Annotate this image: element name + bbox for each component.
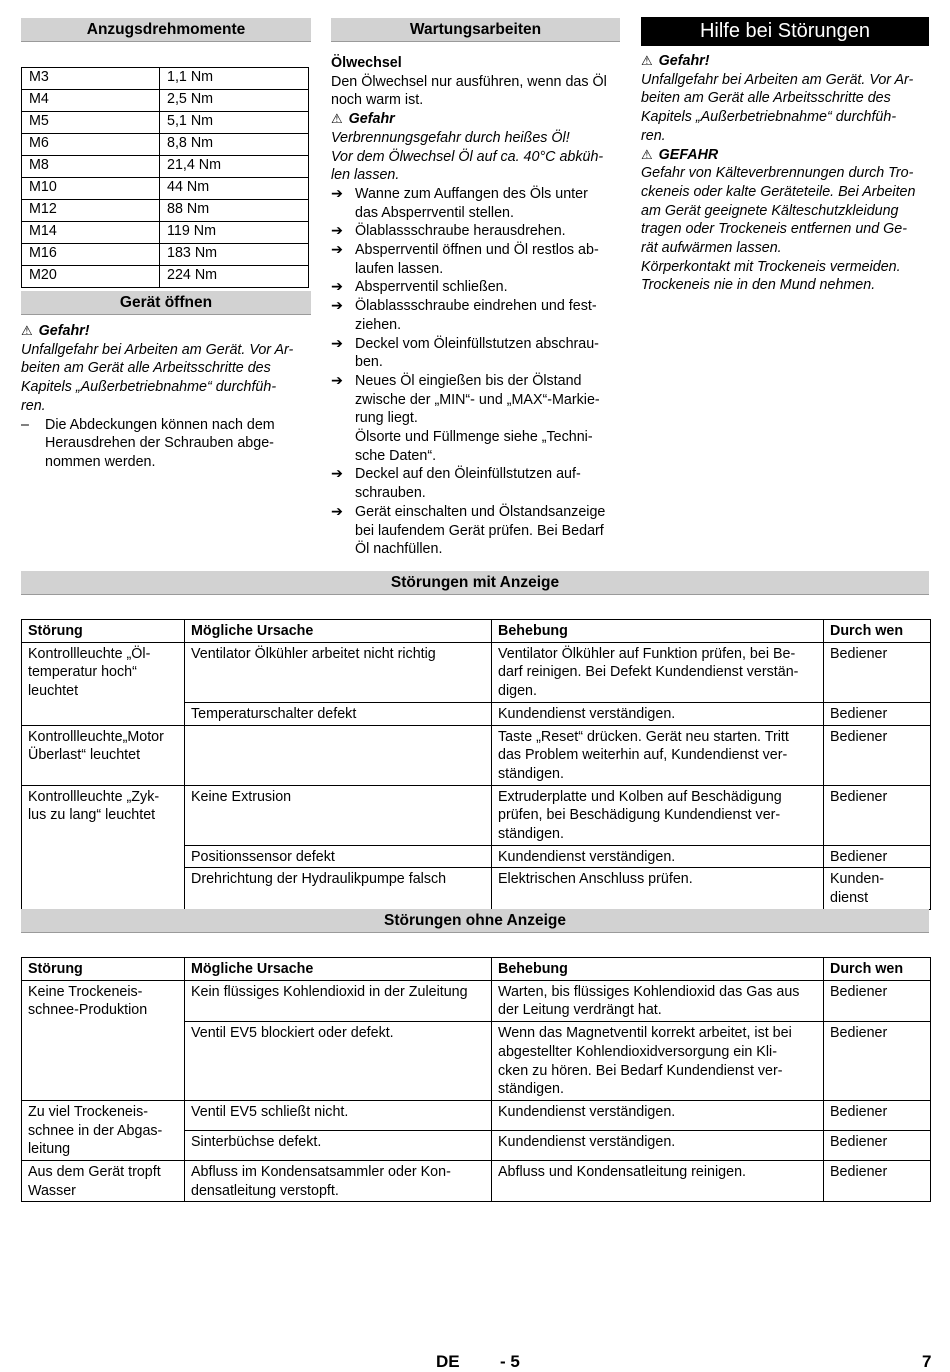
fix-cell [492, 845, 824, 868]
text-line: Neues Öl eingießen bis der Ölstand [355, 372, 582, 389]
col-fault-header: Störung [22, 620, 185, 643]
fix-cell [492, 868, 824, 909]
table-row [22, 1161, 931, 1202]
who-cell [824, 642, 931, 702]
text-line: ständigen. [498, 826, 564, 843]
cause-cell [185, 725, 492, 785]
cause-cell [185, 785, 492, 845]
help-section [641, 52, 933, 295]
text-line: Temperaturschalter defekt [191, 705, 357, 722]
warning-text [641, 71, 933, 146]
fix-cell [492, 725, 824, 785]
who-cell [824, 725, 931, 785]
text-line: schnee-Produktion [28, 1002, 148, 1019]
text-line: Aus dem Gerät tropft [28, 1164, 161, 1181]
thread-size: M8 [22, 156, 160, 178]
text-line: das Absperrventil stellen. [355, 204, 514, 221]
torque-value: 44 Nm [160, 178, 309, 200]
text-line: leitung [28, 1141, 71, 1158]
text-line: bei laufendem Gerät prüfen. Bei Bedarf [355, 522, 604, 539]
torque-value: 5,1 Nm [160, 112, 309, 134]
text-line: temperatur hoch“ [28, 664, 137, 681]
who-cell [824, 1130, 931, 1160]
torque-table [21, 67, 309, 288]
col-cause-header: Mögliche Ursache [185, 620, 492, 643]
warning-triangle-icon: ⚠ [641, 146, 653, 162]
text-line: Keine Trockeneis- [28, 983, 143, 1000]
table-row [22, 980, 931, 1021]
who-cell [824, 868, 931, 909]
torque-row [22, 244, 309, 266]
fix-cell [492, 702, 824, 725]
text-line: Wasser [28, 1182, 76, 1199]
thread-size: M16 [22, 244, 160, 266]
text-line: Kontrollleuchte„Motor [28, 728, 164, 745]
text-line: Ölablassschraube eindrehen und fest- [355, 298, 597, 315]
warning-triangle-icon: ⚠ [21, 323, 33, 338]
fix-cell [492, 1100, 824, 1130]
text-line: Kundendienst verständigen. [498, 1133, 676, 1150]
arrow-icon: ➔ [331, 335, 343, 352]
text-line: rung liegt. [355, 410, 418, 427]
text-line: Bediener [830, 645, 888, 662]
text-line: Deckel vom Öleinfüllstutzen abschrau- [355, 335, 599, 352]
table-row [22, 725, 931, 785]
text-line: zwische der „MIN“- und „MAX“-Markie- [355, 391, 600, 408]
text-line: tragen oder Trockeneis entfernen und Ge- [641, 221, 907, 238]
text-line: Kundendienst verständigen. [498, 1103, 676, 1120]
col-who-header: Durch wen [824, 620, 931, 643]
warning-title: GEFAHR [658, 146, 719, 163]
torque-value: 2,5 Nm [160, 90, 309, 112]
maint-intro [331, 73, 623, 110]
arrow-icon: ➔ [331, 466, 343, 483]
col-fix-header: Behebung [492, 620, 824, 643]
text-line: Verbrennungsgefahr durch heißes Öl! [331, 129, 570, 146]
step-text [355, 297, 597, 334]
thread-size: M12 [22, 200, 160, 222]
torque-value: 88 Nm [160, 200, 309, 222]
arrow-icon: ➔ [331, 185, 343, 202]
table-row [22, 785, 931, 845]
text-line: Absperrventil öffnen und Öl restlos ab- [355, 242, 599, 259]
torque-value: 1,1 Nm [160, 68, 309, 90]
fault-cell [22, 642, 185, 725]
thread-size: M5 [22, 112, 160, 134]
arrow-icon: ➔ [331, 279, 343, 296]
torque-heading: Anzugsdrehmomente [21, 18, 311, 42]
text-line: Überlast“ leuchtet [28, 747, 141, 764]
arrow-icon: ➔ [331, 242, 343, 259]
open-section [21, 322, 313, 472]
cause-cell [185, 1130, 492, 1160]
text-line: Herausdrehen der Schrauben abge- [45, 435, 274, 452]
text-line: Den Ölwechsel nur ausführen, wenn das Öl [331, 73, 607, 90]
text-line: Drehrichtung der Hydraulikpumpe falsch [191, 871, 447, 888]
warning-text [641, 164, 933, 295]
text-line: rät aufwärmen lassen. [641, 240, 782, 257]
thread-size: M14 [22, 222, 160, 244]
torque-row [22, 90, 309, 112]
fault-cell [22, 725, 185, 785]
open-heading: Gerät öffnen [21, 291, 311, 315]
cause-cell [185, 642, 492, 702]
maint-section [331, 54, 623, 559]
cause-cell [185, 702, 492, 725]
col-cause-header: Mögliche Ursache [185, 958, 492, 981]
step-text [355, 222, 566, 241]
fault-cell [22, 980, 185, 1100]
text-line: Körperkontakt mit Trockeneis vermeiden. [641, 258, 901, 275]
text-line: beiten am Gerät alle Arbeitsschritte des [641, 90, 891, 107]
step-item [331, 465, 623, 502]
text-line: Abfluss und Kondensatleitung reinigen. [498, 1164, 746, 1181]
text-line: Wenn das Magnetventil korrekt arbeitet, ist bei [498, 1025, 792, 1042]
text-line: Keine Extrusion [191, 788, 292, 805]
step-text [355, 185, 588, 222]
dash-bullet: – [21, 416, 29, 433]
text-line: Kundendienst verständigen. [498, 705, 676, 722]
table-row [22, 1100, 931, 1130]
torque-row [22, 222, 309, 244]
text-line: ren. [21, 397, 46, 414]
torque-row [22, 112, 309, 134]
text-line: Bediener [830, 1164, 888, 1181]
text-line: Kundendienst verständigen. [498, 848, 676, 865]
fix-cell [492, 785, 824, 845]
cause-cell [185, 980, 492, 1021]
text-line: Bediener [830, 1025, 888, 1042]
torque-value: 224 Nm [160, 266, 309, 288]
text-line: Unfallgefahr bei Arbeiten am Gerät. Vor Ar- [21, 341, 294, 358]
faults-without-heading: Störungen ohne Anzeige [21, 909, 929, 933]
text-line: darf reinigen. Bei Defekt Kundendienst verstän- [498, 664, 799, 681]
arrow-icon: ➔ [331, 298, 343, 315]
torque-row [22, 200, 309, 222]
text-line: Ölsorte und Füllmenge siehe „Techni- [355, 429, 593, 446]
text-line: Kunden- [830, 871, 885, 888]
thread-size: M20 [22, 266, 160, 288]
faults-without-table [21, 957, 931, 1202]
text-line: Sinterbüchse defekt. [191, 1133, 322, 1150]
torque-row [22, 156, 309, 178]
text-line: Elektrischen Anschluss prüfen. [498, 871, 693, 888]
text-line: leuchtet [28, 683, 79, 700]
text-line: Kapitels „Außerbetriebnahme“ durchfüh- [21, 379, 277, 396]
text-line: ren. [641, 127, 666, 144]
text-line: nommen werden. [45, 453, 156, 470]
text-line: Absperrventil schließen. [355, 279, 508, 296]
who-cell [824, 1022, 931, 1101]
step-item [331, 372, 623, 466]
text-line: Unfallgefahr bei Arbeiten am Gerät. Vor Ar- [641, 71, 914, 88]
text-line: ständigen. [498, 1081, 564, 1098]
list-item [21, 416, 313, 472]
text-line: Positionssensor defekt [191, 848, 335, 865]
arrow-icon: ➔ [331, 503, 343, 520]
who-cell [824, 1161, 931, 1202]
text-line: Zu viel Trockeneis- [28, 1103, 148, 1120]
step-text [355, 278, 508, 297]
step-text [355, 503, 605, 559]
thread-size: M10 [22, 178, 160, 200]
text-line: sche Daten“. [355, 447, 437, 464]
fix-cell [492, 980, 824, 1021]
text-line: Öl nachfüllen. [355, 541, 443, 558]
text-line: Ventilator Ölkühler auf Funktion prüfen, bei Be- [498, 645, 796, 662]
fix-cell [492, 642, 824, 702]
cause-cell [185, 868, 492, 909]
text-line: schrauben. [355, 485, 426, 502]
step-item [331, 278, 623, 297]
col-fix-header: Behebung [492, 958, 824, 981]
step-item [331, 503, 623, 559]
text-line: Warten, bis flüssiges Kohlendioxid das Gas aus [498, 983, 800, 1000]
text-line: Taste „Reset“ drücken. Gerät neu starten. Tritt [498, 728, 789, 745]
arrow-icon: ➔ [331, 372, 343, 389]
step-item [331, 222, 623, 241]
text-line: Kontrollleuchte „Öl- [28, 645, 151, 662]
list-item-text [45, 416, 275, 472]
text-line: Ventilator Ölkühler arbeitet nicht richtig [191, 645, 436, 662]
warning-text [21, 341, 313, 416]
text-line: Bediener [830, 1133, 888, 1150]
text-line: beiten am Gerät alle Arbeitsschritte des [21, 360, 271, 377]
text-line: am Gerät geeignete Kälteschutzkleidung [641, 202, 899, 219]
text-line: ben. [355, 354, 383, 371]
text-line: Die Abdeckungen können nach dem [45, 416, 275, 433]
warning-triangle-icon: ⚠ [331, 111, 343, 127]
warning-text [331, 129, 623, 185]
fault-cell [22, 1100, 185, 1160]
torque-value: 8,8 Nm [160, 134, 309, 156]
text-line: lus zu lang“ leuchtet [28, 807, 156, 824]
warning-title: Gefahr! [38, 323, 90, 339]
text-line: Bediener [830, 983, 888, 1000]
text-line: Kapitels „Außerbetriebnahme“ durchfüh- [641, 109, 897, 126]
help-heading: Hilfe bei Störungen [641, 17, 929, 46]
text-line: ckeneis oder kalte Geräteteile. Bei Arbeiten [641, 183, 916, 200]
text-line: Bediener [830, 848, 888, 865]
text-line: laufen lassen. [355, 260, 444, 277]
oil-change-heading: Ölwechsel [331, 55, 402, 71]
faults-with-heading: Störungen mit Anzeige [21, 571, 929, 595]
text-line: densatleitung verstopft. [191, 1182, 339, 1199]
fix-cell [492, 1161, 824, 1202]
step-item [331, 335, 623, 372]
text-line: Bediener [830, 788, 888, 805]
footer-page-number: 7 [922, 1352, 932, 1371]
arrow-icon: ➔ [331, 223, 343, 240]
text-line: Wanne zum Auffangen des Öls unter [355, 185, 588, 202]
fix-cell [492, 1022, 824, 1101]
text-line: Bediener [830, 705, 888, 722]
who-cell [824, 702, 931, 725]
text-line: digen. [498, 683, 537, 700]
cause-cell [185, 1161, 492, 1202]
cause-cell [185, 1022, 492, 1101]
text-line: Trockeneis nie in den Mund nehmen. [641, 277, 876, 294]
step-item [331, 241, 623, 278]
text-line: Kein flüssiges Kohlendioxid in der Zuleitung [191, 983, 468, 1000]
step-text [355, 241, 599, 278]
who-cell [824, 785, 931, 845]
torque-row [22, 266, 309, 288]
text-line: das Problem weiterhin auf, Kundendienst ver- [498, 747, 788, 764]
text-line: Bediener [830, 728, 888, 745]
text-line: Abfluss im Kondensatsammler oder Kon- [191, 1164, 451, 1181]
fault-cell [22, 785, 185, 909]
text-line: ziehen. [355, 316, 402, 333]
maint-heading: Wartungsarbeiten [331, 18, 620, 42]
text-line: Ventil EV5 blockiert oder defekt. [191, 1025, 394, 1042]
footer-local-page: - 5 [500, 1352, 520, 1371]
table-row [22, 642, 931, 702]
text-line: Extruderplatte und Kolben auf Beschädigung [498, 788, 782, 805]
fault-cell [22, 1161, 185, 1202]
text-line: cken zu hören. Bei Bedarf Kundendienst ver- [498, 1062, 783, 1079]
warning-triangle-icon: ⚠ [641, 53, 653, 68]
text-line: schnee in der Abgas- [28, 1122, 163, 1139]
text-line: noch warm ist. [331, 92, 424, 109]
thread-size: M3 [22, 68, 160, 90]
torque-value: 183 Nm [160, 244, 309, 266]
torque-value: 119 Nm [160, 222, 309, 244]
text-line: Gerät einschalten und Ölstandsanzeige [355, 503, 606, 520]
cause-cell [185, 845, 492, 868]
col-who-header: Durch wen [824, 958, 931, 981]
text-line: abgestellter Kohlendioxidversorgung ein Kli- [498, 1043, 777, 1060]
step-item [331, 297, 623, 334]
text-line: Kontrollleuchte „Zyk- [28, 788, 160, 805]
who-cell [824, 980, 931, 1021]
warning-title: Gefahr [348, 111, 395, 128]
text-line: prüfen, bei Beschädigung Kundendienst ver- [498, 807, 781, 824]
fix-cell [492, 1130, 824, 1160]
who-cell [824, 845, 931, 868]
faults-with-table [21, 619, 931, 910]
step-text [355, 465, 581, 502]
step-list [331, 185, 623, 559]
torque-row [22, 134, 309, 156]
thread-size: M6 [22, 134, 160, 156]
text-line: len lassen. [331, 167, 400, 184]
text-line: Bediener [830, 1103, 888, 1120]
step-item [331, 185, 623, 222]
warning-title: Gefahr! [658, 53, 710, 69]
text-line: ständigen. [498, 765, 564, 782]
text-line: dienst [830, 890, 869, 907]
who-cell [824, 1100, 931, 1130]
text-line: Deckel auf den Öleinfüllstutzen auf- [355, 466, 581, 483]
text-line: Vor dem Ölwechsel Öl auf ca. 40°C abküh- [331, 148, 604, 165]
torque-value: 21,4 Nm [160, 156, 309, 178]
text-line: der Leitung verdrängt hat. [498, 1002, 662, 1019]
text-line: Gefahr von Kälteverbrennungen durch Tro- [641, 165, 914, 182]
footer-language: DE [436, 1352, 460, 1371]
thread-size: M4 [22, 90, 160, 112]
step-text [355, 372, 600, 466]
torque-row [22, 178, 309, 200]
text-line: Ölablassschraube herausdrehen. [355, 223, 566, 240]
torque-row [22, 68, 309, 90]
text-line: Ventil EV5 schließt nicht. [191, 1103, 349, 1120]
step-text [355, 335, 599, 372]
cause-cell [185, 1100, 492, 1130]
col-fault-header: Störung [22, 958, 185, 981]
